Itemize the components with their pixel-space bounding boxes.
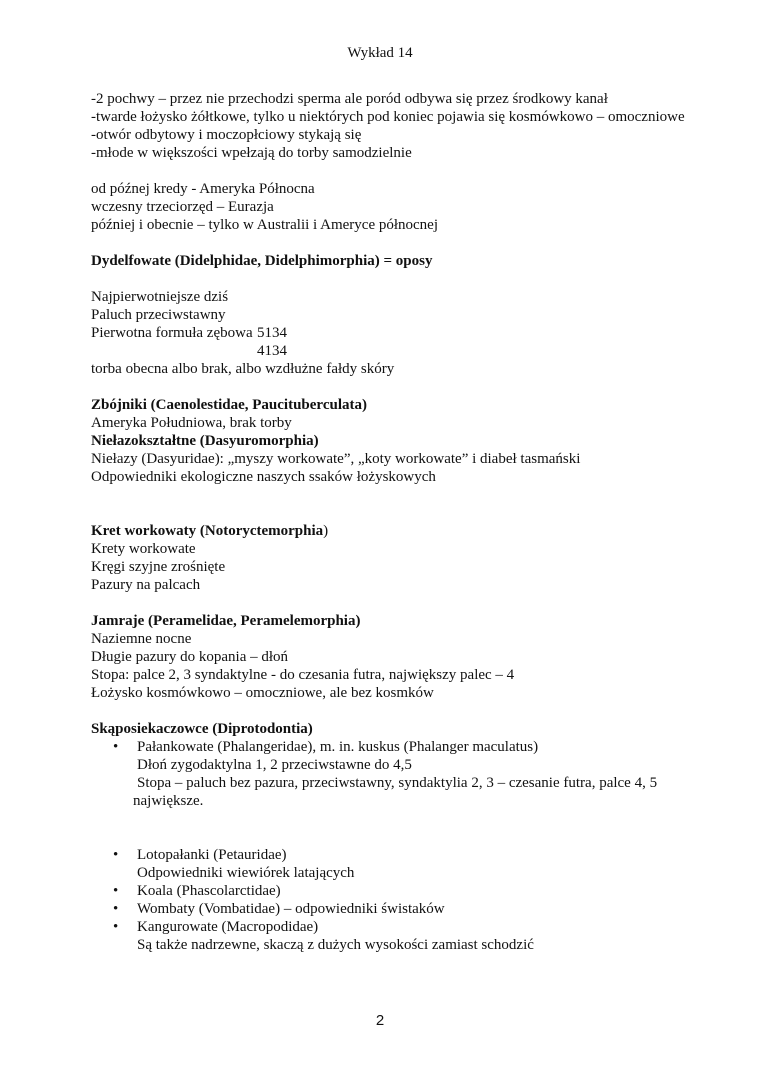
heading-bold-part: Kret workowaty (Notoryctemorphia	[91, 523, 324, 539]
text-line: -2 pochwy – przez nie przechodzi sperma ale poród odbywa się przez środkowy kanał	[91, 91, 608, 107]
text-line: Pazury na palcach	[91, 577, 201, 593]
bullet-icon: •	[113, 739, 119, 755]
text-line: Paluch przeciwstawny	[91, 307, 226, 323]
bullet-icon: •	[113, 901, 119, 917]
text-line: Odpowiedniki ekologiczne naszych ssaków łożyskowych	[91, 469, 436, 485]
bullet-icon: •	[113, 847, 119, 863]
dental-formula-lower: 4134	[257, 343, 287, 359]
list-item	[91, 738, 691, 756]
section-heading-didelphidae: Dydelfowate (Didelphidae, Didelphimorphia) = oposy	[91, 253, 433, 269]
text-line: Najpierwotniejsze dziś	[91, 289, 229, 305]
text-line: -otwór odbytowy i moczopłciowy stykają się	[91, 127, 362, 143]
heading-tail: )	[323, 523, 329, 539]
list-item-detail: Dłoń zygodaktylna 1, 2 przeciwstawne do 4,5	[137, 757, 412, 773]
dental-formula-label: Pierwotna formuła zębowa	[91, 325, 253, 341]
dental-formula	[91, 324, 691, 342]
list-item	[91, 882, 691, 900]
text-line: Ameryka Południowa, brak torby	[91, 415, 292, 431]
section-heading-peramelidae: Jamraje (Peramelidae, Peramelemorphia)	[91, 613, 361, 629]
section-heading-caenolestidae: Zbójniki (Caenolestidae, Paucituberculata)	[91, 397, 367, 413]
text-line: od późnej kredy - Ameryka Północna	[91, 181, 315, 197]
text-line: -twarde łożysko żółtkowe, tylko u niektórych pod koniec pojawia się kosmówkowo – omoczniowe	[91, 109, 685, 125]
text-line: Łożysko kosmówkowo – omoczniowe, ale bez kosmków	[91, 685, 434, 701]
list-item-label: Wombaty (Vombatidae) – odpowiedniki świstaków	[137, 901, 445, 917]
list-item	[91, 918, 691, 954]
text-line: wczesny trzeciorzęd – Eurazja	[91, 199, 274, 215]
diprotodontia-list	[91, 738, 691, 756]
section-heading-dasyuromorphia: Niełazokształtne (Dasyuromorphia)	[91, 433, 319, 449]
page-content	[91, 90, 691, 954]
page-header: Wykład 14	[347, 45, 413, 61]
text-line: Niełazy (Dasyuridae): „myszy workowate”, „koty workowate” i diabeł tasmański	[91, 451, 581, 467]
text-line: Naziemne nocne	[91, 631, 192, 647]
bullet-icon: •	[113, 883, 119, 899]
diprotodontia-list-2	[91, 846, 691, 954]
list-item	[91, 900, 691, 918]
list-item-label: Koala (Phascolarctidae)	[137, 883, 281, 899]
list-item-label: Lotopałanki (Petauridae)	[137, 847, 287, 863]
bullet-icon: •	[113, 919, 119, 935]
text-line: Długie pazury do kopania – dłoń	[91, 649, 289, 665]
text-line: Kręgi szyjne zrośnięte	[91, 559, 226, 575]
dental-formula-lower-row	[91, 342, 691, 360]
list-item-detail: Odpowiedniki wiewiórek latających	[137, 865, 355, 881]
list-item-label: Pałankowate (Phalangeridae), m. in. kuskus (Phalanger maculatus)	[137, 739, 539, 755]
text-line: torba obecna albo brak, albo wzdłużne fałdy skóry	[91, 361, 395, 377]
list-item-detail	[91, 774, 691, 810]
section-heading-diprotodontia: Skąposiekaczowce (Diprotodontia)	[91, 721, 313, 737]
list-item	[91, 846, 691, 882]
list-item-detail: Są także nadrzewne, skaczą z dużych wysokości zamiast schodzić	[137, 937, 534, 953]
dental-formula-upper: 5134	[257, 325, 287, 341]
text-line: Krety workowate	[91, 541, 196, 557]
page-number: 2	[375, 1012, 385, 1029]
section-heading-notoryctemorphia	[91, 522, 691, 540]
text-line: Stopa: palce 2, 3 syndaktylne - do czesania futra, największy palec – 4	[91, 667, 515, 683]
list-item-detail-text: Stopa – paluch bez pazura, przeciwstawny, syndaktylia 2, 3 – czesanie futra, palce 4, 5 największe.	[133, 775, 658, 809]
text-line: -młode w większości wpełzają do torby samodzielnie	[91, 145, 412, 161]
text-line: później i obecnie – tylko w Australii i Ameryce północnej	[91, 217, 438, 233]
list-item-label: Kangurowate (Macropodidae)	[137, 919, 319, 935]
